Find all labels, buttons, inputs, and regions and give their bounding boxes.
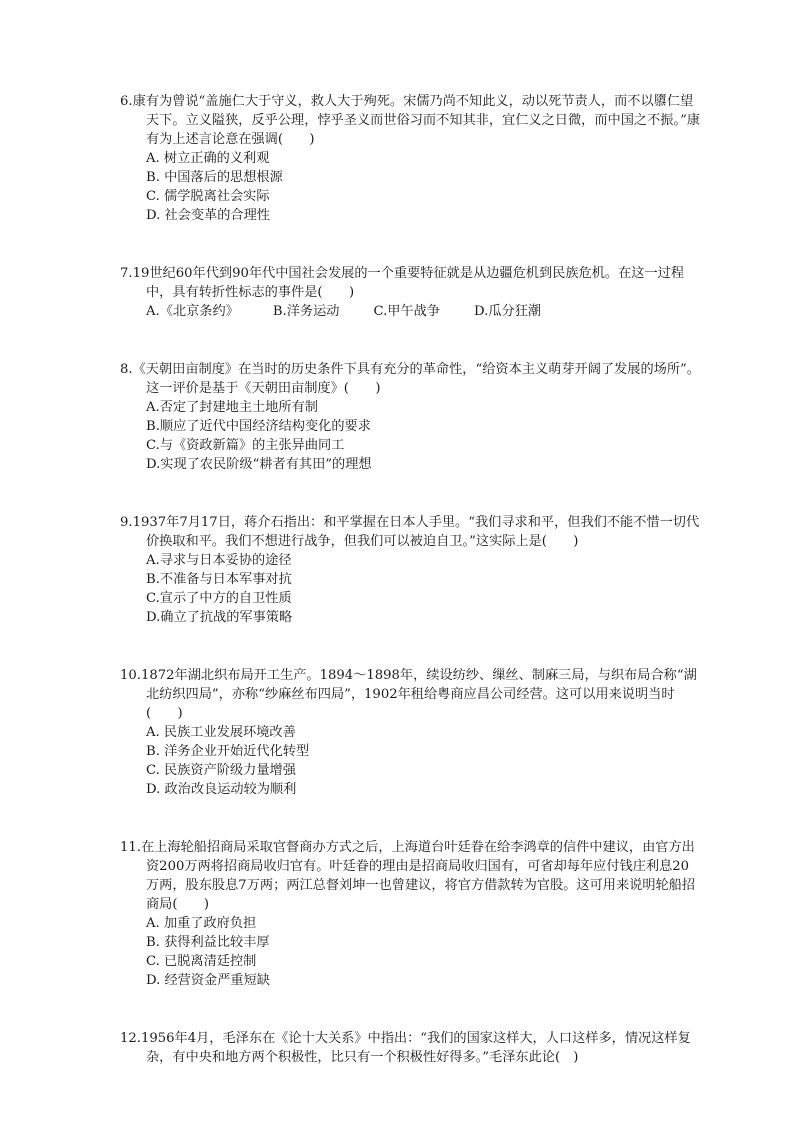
option-a: A.寻求与日本妥协的途径 [146,553,292,568]
option-list [120,723,700,799]
question-11 [120,838,700,990]
option-d: D. 社会变革的合理性 [146,208,270,223]
question-7 [120,264,700,321]
option-list [120,149,700,225]
option-c: C. 儒学脱离社会实际 [146,189,270,204]
option-c: C. 已脱离清廷控制 [146,954,257,969]
option-d: D.确立了抗战的军事策略 [146,610,293,625]
option-d: D. 经营资金严重短缺 [146,973,270,988]
option-b: B. 洋务企业开始近代化转型 [146,744,310,759]
option-b: B.不准备与日本军事对抗 [146,572,292,587]
question-6 [120,92,700,225]
question-stem: 6.康有为曾说“盖施仁大于守义，救人大于殉死。宋儒乃尚不知此义，动以死节责人，而不以隳仁望天下。立义隘狭，反乎公理，悖乎圣义而世俗习而不知其非，宜仁义之日微，而中国之不振。”康有为上述言论意在强调( ) [120,94,701,147]
question-8 [120,360,700,474]
option-d: D. 政治改良运动较为顺利 [146,782,297,797]
option-c: C. 民族资产阶级力量增强 [146,763,296,778]
option-list [120,302,700,321]
option-list [120,914,700,990]
option-b: B.顺应了近代中国经济结构变化的要求 [146,419,371,434]
option-a: A. 民族工业发展环境改善 [146,725,296,740]
option-c: C.甲午战争 [373,304,441,319]
question-stem: 7.19世纪60年代到90年代中国社会发展的一个重要特征就是从边疆危机到民族危机。在这一过程中，具有转折性标志的事件是( ) [120,266,685,300]
question-stem: 8.《天朝田亩制度》在当时的历史条件下具有充分的革命性，“给资本主义萌芽开阔了发展的场所”。这一评价是基于《天朝田亩制度》( ) [120,362,700,396]
option-b: B. 中国落后的思想根源 [146,170,283,185]
question-stem: 10.1872年湖北织布局开工生产。1894～1898年，续设纺纱、缫丝、制麻三局，与织布局合称“湖北纺织四局”，亦称“纱麻丝布四局”，1902年租给粤商应昌公司经营。这可以用来说明当时( ) [120,668,697,721]
option-a: A. 树立正确的义利观 [146,151,270,166]
question-stem: 9.1937年7月17日，蒋介石指出：和平掌握在日本人手里。“我们寻求和平，但我们不能不惜一切代价换取和平。我们不想进行战争，但我们可以被迫自卫。”这实际上是( ) [120,515,700,549]
option-c: C.与《资政新篇》的主张异曲同工 [146,438,345,453]
option-b: B.洋务运动 [272,304,340,319]
option-b: B. 获得利益比较丰厚 [146,935,270,950]
option-a: A. 加重了政府负担 [146,916,257,931]
question-12 [120,1029,700,1067]
question-stem: 11.在上海轮船招商局采取官督商办方式之后，上海道台叶廷眷在给李鸿章的信件中建议，由官方出资200万两将招商局收归官有。叶廷眷的理由是招商局收归国有，可省却每年应付钱庄利息20万两，股东股息7万两；两江总督刘坤一也曾建议，将官方借款转为官股。这可用来说明轮船招商局( ) [120,840,696,912]
question-sheet [120,92,700,1067]
question-9 [120,513,700,627]
option-c: C.宣示了中方的自卫性质 [146,591,292,606]
option-a: A.《北京条约》 [146,304,239,319]
question-stem: 12.1956年4月，毛泽东在《论十大关系》中指出：“我们的国家这样大，人口这样多，情况这样复杂，有中央和地方两个积极性，比只有一个积极性好得多。”毛泽东此论( ) [120,1031,691,1065]
option-a: A.否定了封建地主土地所有制 [146,400,318,415]
option-list [120,398,700,474]
question-10 [120,666,700,799]
option-list [120,551,700,627]
option-d: D.瓜分狂潮 [474,304,542,319]
option-d: D.实现了农民阶级“耕者有其田”的理想 [146,457,372,472]
